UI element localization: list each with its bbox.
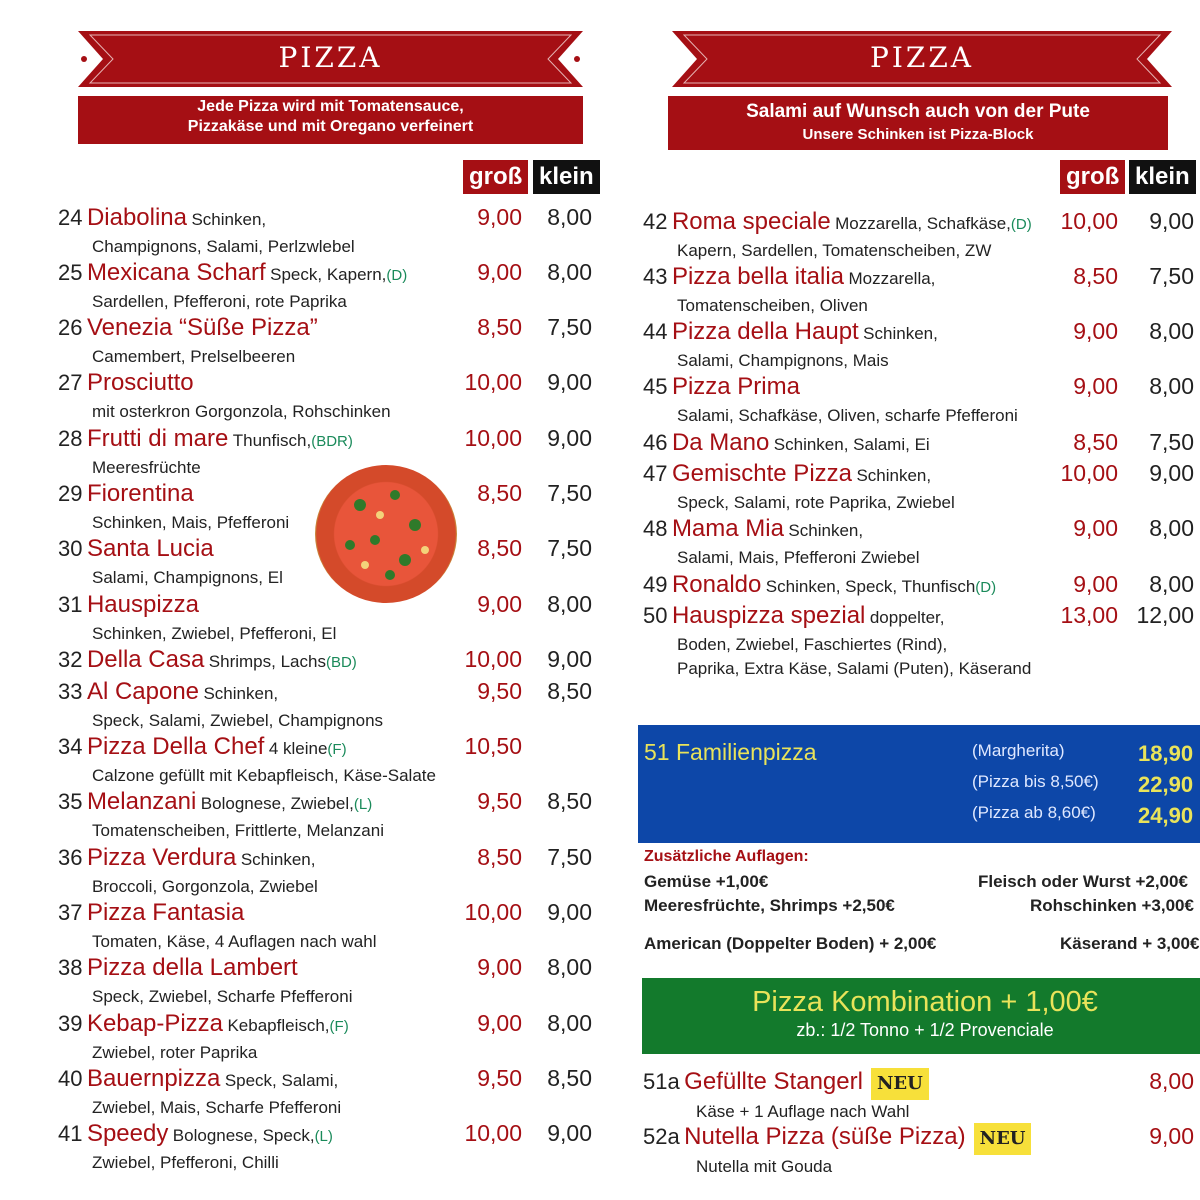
allergen-code: (D) [975, 579, 997, 596]
menu-item-ingredients: Tomaten, Käse, 4 Auflagen nach wahl [92, 932, 377, 951]
price-klein: 9,00 [547, 899, 592, 925]
price-klein: 7,50 [547, 314, 592, 340]
menu-item-ingredients: Sardellen, Pfefferoni, rote Paprika [92, 292, 347, 311]
special-item [643, 1123, 1031, 1179]
price-klein: 9,00 [547, 369, 592, 395]
combo-subtitle: zb.: 1/2 Tonno + 1/2 Provenciale [796, 1020, 1054, 1040]
family-row-price: 18,90 [1138, 741, 1194, 766]
price-gross: 10,00 [464, 425, 522, 451]
allergen-code: (L) [353, 796, 373, 813]
allergen-code: (BDR) [311, 433, 353, 450]
menu-item-number: 24 [58, 205, 83, 230]
menu-item [643, 515, 920, 570]
menu-item [58, 1010, 349, 1065]
menu-item-description: Bolognese, Zwiebel, [200, 794, 354, 813]
menu-item-description: Bolognese, Speck, [172, 1126, 315, 1145]
price-gross: 8,50 [477, 535, 522, 561]
menu-item-header [643, 208, 1032, 239]
menu-item-number: 44 [643, 319, 668, 344]
price-klein: 7,50 [547, 480, 592, 506]
menu-item-description: Kebapfleisch, [227, 1016, 330, 1035]
new-badge: NEU [974, 1123, 1032, 1155]
menu-item-header [58, 954, 353, 985]
menu-item-description: Mozzarella, Schafkäse, [835, 214, 1011, 233]
price-gross: 10,00 [1060, 208, 1118, 234]
price-gross: 9,00 [1073, 515, 1118, 541]
left-subtitle-line1: Jede Pizza wird mit Tomatensauce, [197, 98, 464, 115]
menu-item-name: Pizza bella italia [671, 263, 845, 290]
menu-item-name: Pizza Prima [671, 373, 800, 400]
menu-item-name: Diabolina [86, 204, 188, 231]
price-klein: 8,00 [1149, 571, 1194, 597]
price-gross: 9,50 [477, 788, 522, 814]
price-gross: 9,00 [1073, 373, 1118, 399]
price-klein: 8,50 [547, 788, 592, 814]
allergen-code: (L) [314, 1128, 333, 1145]
price-klein: 8,50 [547, 678, 592, 704]
price-klein: 8,00 [547, 204, 592, 230]
price-klein: 8,00 [1149, 318, 1194, 344]
menu-item-name: Pizza Della Chef [86, 733, 265, 760]
menu-item-name: Mexicana Scharf [86, 259, 266, 286]
special-item-header [643, 1068, 929, 1100]
menu-item [58, 591, 336, 646]
menu-item-number: 48 [643, 516, 668, 541]
menu-item-header [58, 425, 353, 456]
menu-item-number: 29 [58, 481, 83, 506]
menu-item-name: Venezia “Süße Pizza” [86, 314, 318, 341]
menu-item-header [58, 899, 376, 930]
menu-item-ingredients: Camembert, Prelselbeeren [92, 347, 296, 366]
menu-item [643, 602, 1031, 681]
menu-item-number: 25 [58, 260, 83, 285]
menu-item-header [58, 1010, 349, 1041]
extras-heading: Zusätzliche Auflagen: [644, 848, 809, 865]
menu-item-name: Kebap-Pizza [86, 1010, 224, 1037]
menu-item-header [58, 733, 436, 764]
menu-item-header [58, 1065, 341, 1096]
menu-item-name: Fiorentina [86, 480, 194, 507]
menu-item-number: 33 [58, 679, 83, 704]
left-tag-klein: klein [533, 160, 600, 194]
right-subtitle-line1: Salami auf Wunsch auch von der Pute [746, 101, 1090, 122]
menu-item-ingredients: Zwiebel, Mais, Scharfe Pfefferoni [92, 1098, 342, 1117]
menu-item [58, 844, 318, 899]
price-gross: 10,00 [464, 646, 522, 672]
special-item-number: 52a [643, 1124, 680, 1149]
special-item-price: 9,00 [1149, 1123, 1194, 1149]
price-klein: 8,00 [1149, 373, 1194, 399]
menu-item-ingredients: Salami, Champignons, El [92, 568, 283, 587]
menu-item-name: Da Mano [671, 429, 770, 456]
menu-item-header [58, 259, 407, 290]
menu-item-header [58, 788, 384, 819]
menu-item-header [58, 369, 391, 400]
price-gross: 9,00 [1073, 318, 1118, 344]
menu-item-description: Mozzarella, [848, 269, 936, 288]
extras-row2-right: Rohschinken +3,00€ [1030, 896, 1194, 915]
special-item [643, 1068, 929, 1124]
price-klein: 8,50 [547, 1065, 592, 1091]
menu-item-header [643, 318, 938, 349]
price-gross: 8,50 [477, 480, 522, 506]
menu-item-header [58, 204, 355, 235]
menu-item-number: 36 [58, 845, 83, 870]
menu-item-name: Pizza della Haupt [671, 318, 859, 345]
menu-item-name: Pizza Fantasia [86, 899, 245, 926]
price-klein: 8,00 [547, 1010, 592, 1036]
menu-item-description: Schinken, Salami, Ei [773, 435, 930, 454]
family-row-label: (Pizza bis 8,50€) [972, 772, 1099, 791]
menu-item [643, 318, 938, 373]
menu-item-name: Gemischte Pizza [671, 460, 852, 487]
price-klein: 9,00 [1149, 460, 1194, 486]
menu-item-description: Schinken, [856, 466, 932, 485]
menu-item-number: 37 [58, 900, 83, 925]
price-klein: 7,50 [547, 844, 592, 870]
menu-item [58, 733, 436, 788]
menu-item-number: 39 [58, 1011, 83, 1036]
price-gross: 8,50 [477, 314, 522, 340]
menu-item-description: Speck, Kapern, [270, 265, 387, 284]
menu-item-name: Roma speciale [671, 208, 831, 235]
family-row-label: (Margherita) [972, 741, 1065, 760]
menu-item-header [643, 460, 955, 491]
menu-item-header [643, 429, 930, 460]
menu-item-description: doppelter, [869, 608, 945, 627]
menu-item-header [643, 571, 996, 602]
extras-row3-left: American (Doppelter Boden) + 2,00€ [644, 934, 937, 953]
menu-item [58, 369, 391, 424]
price-klein: 8,00 [547, 954, 592, 980]
right-banner-title: PIZZA [869, 41, 975, 74]
menu-item [58, 678, 383, 733]
menu-item-number: 43 [643, 264, 668, 289]
left-tag-gross: groß [463, 160, 528, 194]
price-klein: 9,00 [547, 646, 592, 672]
menu-item-number: 49 [643, 572, 668, 597]
menu-item-header [643, 515, 920, 546]
extras-row3-right: Käserand + 3,00€ [1060, 934, 1200, 953]
menu-item-ingredients: Speck, Salami, rote Paprika, Zwiebel [677, 493, 955, 512]
menu-item-ingredients: Meeresfrüchte [92, 458, 201, 477]
menu-item [58, 954, 353, 1009]
menu-item-description: Schinken, [191, 210, 267, 229]
menu-item [58, 480, 289, 535]
price-klein: 8,00 [547, 591, 592, 617]
price-klein: 9,00 [547, 425, 592, 451]
menu-item-number: 31 [58, 592, 83, 617]
menu-item-ingredients: Salami, Schafkäse, Oliven, scharfe Pfefferoni [677, 406, 1018, 425]
allergen-code: (D) [1010, 216, 1032, 233]
right-tag-klein: klein [1129, 160, 1196, 194]
family-row-price: 24,90 [1138, 803, 1194, 828]
right-tag-gross: groß [1060, 160, 1125, 194]
price-gross: 8,50 [1073, 429, 1118, 455]
price-gross: 8,50 [1073, 263, 1118, 289]
price-klein: 9,00 [1149, 208, 1194, 234]
price-gross: 8,50 [477, 844, 522, 870]
menu-item [58, 646, 357, 677]
right-banner [672, 31, 1172, 87]
menu-item-description: Schinken, [863, 324, 938, 343]
menu-item-number: 45 [643, 374, 668, 399]
special-item-ingredients: Nutella mit Gouda [696, 1157, 833, 1176]
special-item-header [643, 1123, 1031, 1155]
menu-item [58, 1120, 333, 1175]
menu-item-number: 46 [643, 430, 668, 455]
menu-item-ingredients: Schinken, Zwiebel, Pfefferoni, El [92, 624, 337, 643]
menu-item-ingredients: Champignons, Salami, Perlzwlebel [92, 237, 355, 256]
menu-item-ingredients: Zwiebel, Pfefferoni, Chilli [92, 1153, 279, 1172]
menu-item-name: Hauspizza [86, 591, 199, 618]
allergen-code: (F) [327, 741, 347, 758]
menu-item-description: Schinken, [788, 521, 864, 540]
family-pizza-box [638, 725, 1200, 843]
special-item-price: 8,00 [1149, 1068, 1194, 1094]
menu-item [643, 208, 1032, 263]
menu-item-name: Santa Lucia [86, 535, 214, 562]
menu-item [643, 429, 930, 460]
price-gross: 10,00 [464, 1120, 522, 1146]
new-badge: NEU [871, 1068, 929, 1100]
menu-item-ingredients: Tomatenscheiben, Oliven [677, 296, 868, 315]
pizza-toppings [315, 465, 457, 603]
menu-item [643, 460, 955, 515]
price-gross: 10,00 [464, 899, 522, 925]
menu-item-number: 40 [58, 1066, 83, 1091]
extras-row1-left: Gemüse +1,00€ [644, 872, 769, 891]
menu-item-header [643, 602, 1031, 633]
special-item-name: Gefüllte Stangerl [684, 1068, 863, 1095]
price-gross: 9,00 [477, 259, 522, 285]
pizza-photo [315, 465, 457, 603]
extras-row1-right: Fleisch oder Wurst +2,00€ [978, 872, 1188, 891]
price-gross: 9,00 [1073, 571, 1118, 597]
menu-item-description: Thunfisch, [232, 431, 312, 450]
special-item-ingredients: Käse + 1 Auflage nach Wahl [696, 1102, 910, 1121]
menu-item [58, 314, 318, 369]
menu-item-number: 42 [643, 209, 668, 234]
menu-item-header [58, 1120, 333, 1151]
combo-title: Pizza Kombination + 1,00€ [752, 986, 1098, 1018]
menu-item-name: Speedy [86, 1120, 169, 1147]
price-gross: 10,50 [464, 733, 522, 759]
menu-item-header [58, 678, 383, 709]
menu-item-number: 26 [58, 315, 83, 340]
menu-item [58, 204, 355, 259]
menu-item-number: 47 [643, 461, 668, 486]
menu-item-number: 32 [58, 647, 83, 672]
menu-item-ingredients: Zwiebel, roter Paprika [92, 1043, 258, 1062]
menu-item-number: 41 [58, 1121, 83, 1146]
menu-item-name: Pizza Verdura [86, 844, 237, 871]
menu-item-name: Pizza della Lambert [86, 954, 298, 981]
menu-item-header [643, 263, 935, 294]
menu-item-header [58, 646, 357, 677]
menu-item [58, 899, 376, 954]
menu-item [58, 535, 283, 590]
price-klein: 12,00 [1136, 602, 1194, 628]
menu-item-name: Prosciutto [86, 369, 194, 396]
menu-item-number: 50 [643, 603, 668, 628]
menu-item-ingredients: Salami, Champignons, Mais [677, 351, 889, 370]
menu-item-name: Hauspizza spezial [671, 602, 866, 629]
menu-item-number: 27 [58, 370, 83, 395]
family-row-price: 22,90 [1138, 772, 1194, 797]
menu-item-name: Al Capone [86, 678, 200, 705]
right-subtitle-box [668, 96, 1168, 150]
extras-row2-left: Meeresfrüchte, Shrimps +2,50€ [644, 896, 895, 915]
menu-item-description: 4 kleine [268, 739, 328, 758]
menu-item-ingredients: Boden, Zwiebel, Faschiertes (Rind), [677, 635, 948, 654]
menu-item-name: Bauernpizza [86, 1065, 221, 1092]
price-gross: 9,00 [477, 204, 522, 230]
special-item-name: Nutella Pizza (süße Pizza) [684, 1123, 966, 1150]
price-klein: 9,00 [547, 1120, 592, 1146]
price-gross: 10,00 [1060, 460, 1118, 486]
left-banner-title: PIZZA [278, 41, 383, 74]
menu-item-ingredients: Broccoli, Gorgonzola, Zwiebel [92, 877, 318, 896]
menu-item-number: 35 [58, 789, 83, 814]
price-gross: 9,00 [477, 591, 522, 617]
menu-item-header [58, 480, 289, 511]
left-subtitle-box [78, 96, 583, 144]
price-klein: 7,50 [1149, 429, 1194, 455]
menu-item-ingredients: mit osterkron Gorgonzola, Rohschinken [92, 402, 391, 421]
price-gross: 9,00 [477, 1010, 522, 1036]
menu-item [58, 1065, 341, 1120]
menu-item-header [643, 373, 1018, 404]
menu-item [58, 259, 407, 314]
price-gross: 9,50 [477, 678, 522, 704]
special-item-number: 51a [643, 1069, 680, 1094]
price-klein: 8,00 [547, 259, 592, 285]
allergen-code: (D) [386, 267, 408, 284]
menu-item-ingredients: Calzone gefüllt mit Kebapfleisch, Käse-Salate [92, 766, 436, 785]
allergen-code: (BD) [325, 654, 357, 671]
menu-item-header [58, 591, 336, 622]
menu-item-description: Schinken, [240, 850, 316, 869]
price-gross: 13,00 [1060, 602, 1118, 628]
left-subtitle-line2: Pizzakäse und mit Oregano verfeinert [187, 118, 474, 135]
menu-item-number: 28 [58, 426, 83, 451]
family-pizza-title: 51 Familienpizza [644, 739, 817, 765]
menu-item-description: Schinken, [203, 684, 279, 703]
menu-item-name: Della Casa [86, 646, 205, 673]
menu-item [58, 425, 353, 480]
menu-item-header [58, 844, 318, 875]
menu-item-name: Ronaldo [671, 571, 762, 598]
menu-item-ingredients: Paprika, Extra Käse, Salami (Puten), Käserand [677, 659, 1032, 678]
allergen-code: (F) [329, 1018, 349, 1035]
menu-item [643, 373, 1018, 428]
menu-item-name: Frutti di mare [86, 425, 229, 452]
menu-item-ingredients: Tomatenscheiben, Frittlerte, Melanzani [92, 821, 384, 840]
price-klein: 7,50 [1149, 263, 1194, 289]
menu-item-name: Mama Mia [671, 515, 784, 542]
menu-item-number: 38 [58, 955, 83, 980]
price-gross: 10,00 [464, 369, 522, 395]
menu-item [643, 571, 996, 602]
menu-item-description: Schinken, Speck, Thunfisch [765, 577, 976, 596]
menu-item [643, 263, 935, 318]
menu-item-number: 30 [58, 536, 83, 561]
left-banner [78, 31, 583, 87]
menu-item [58, 788, 384, 843]
price-gross: 9,50 [477, 1065, 522, 1091]
right-subtitle-line2: Unsere Schinken ist Pizza-Block [802, 126, 1034, 143]
menu-item-name: Melanzani [86, 788, 197, 815]
price-klein: 7,50 [547, 535, 592, 561]
menu-item-ingredients: Salami, Mais, Pfefferoni Zwiebel [677, 548, 920, 567]
price-gross: 9,00 [477, 954, 522, 980]
menu-item-description: Shrimps, Lachs [208, 652, 326, 671]
menu-item-header [58, 314, 318, 345]
menu-item-header [58, 535, 283, 566]
menu-item-ingredients: Speck, Zwiebel, Scharfe Pfefferoni [92, 987, 353, 1006]
family-row-label: (Pizza ab 8,60€) [972, 803, 1096, 822]
menu-item-number: 34 [58, 734, 83, 759]
price-klein: 8,00 [1149, 515, 1194, 541]
menu-item-description: Speck, Salami, [224, 1071, 339, 1090]
menu-item-ingredients: Kapern, Sardellen, Tomatenscheiben, ZW [677, 241, 992, 260]
combo-box [642, 978, 1200, 1054]
menu-item-ingredients: Schinken, Mais, Pfefferoni [92, 513, 290, 532]
menu-item-ingredients: Speck, Salami, Zwiebel, Champignons [92, 711, 384, 730]
